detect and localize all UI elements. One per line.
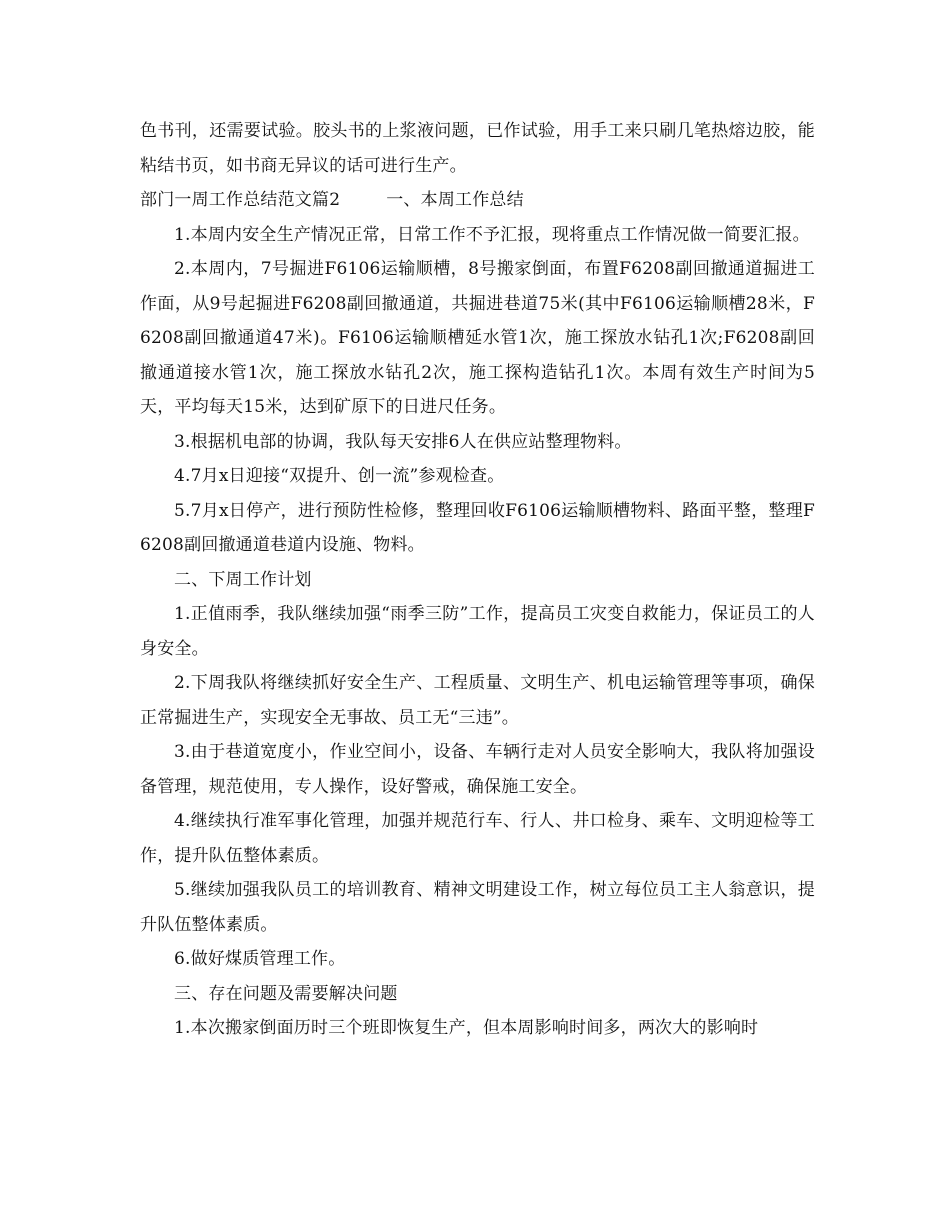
section-heading-3: 三、存在问题及需要解决问题 [174,983,398,1004]
article-title-line [140,183,815,218]
plan-item-5: 5.继续加强我队员工的培训教育、精神文明建设工作，树立每位员工主人翁意识，提升队伍整体素质。 [140,880,815,935]
paragraph-item-5: 5.7月x日停产，进行预防性检修，整理回收F6106运输顺槽物料、路面平整，整理F6208副回撤通道巷道内设施、物料。 [140,500,815,555]
document-body [140,114,815,1046]
paragraph-continuation: 色书刊，还需要试验。胶头书的上浆液问题，已作试验，用手工来只刷几笔热熔边胶，能粘结书页，如书商无异议的话可进行生产。 [140,121,815,176]
paragraph-item-2: 2.本周内，7号掘进F6106运输顺槽，8号搬家倒面，布置F6208副回撤通道掘进工作面，从9号起掘进F6208副回撤通道，共掘进巷道75米(其中F6106运输顺槽28米，F6208副回撤通道47米)。F6106运输顺槽延水管1次，施工探放水钻孔1次;F6208副回撤通道接水管1次，施工探放水钻孔2次，施工探构造钻孔1次。本周有效生产时间为5天，平均每天15米，达到矿原下的日进尺任务。 [140,259,815,417]
section-heading-1: 一、本周工作总结 [386,190,524,210]
paragraph-item-1: 1.本周内安全生产情况正常，日常工作不予汇报，现将重点工作情况做一简要汇报。 [174,224,810,245]
issue-item-1: 1.本次搬家倒面历时三个班即恢复生产，但本周影响时间多，两次大的影响时 [174,1018,759,1038]
paragraph-item-4: 4.7月x日迎接“双提升、创一流”参观检查。 [174,466,505,486]
plan-item-3: 3.由于巷道宽度小，作业空间小，设备、车辆行走对人员安全影响大，我队将加强设备管理，规范使用，专人操作，设好警戒，确保施工安全。 [140,742,815,797]
article-title: 部门一周工作总结范文篇2 [140,190,341,210]
plan-item-6: 6.做好煤质管理工作。 [174,949,346,969]
plan-item-4: 4.继续执行准军事化管理，加强并规范行车、行人、井口检身、乘车、文明迎检等工作，提升队伍整体素质。 [140,811,815,866]
section-heading-2: 二、下周工作计划 [174,569,312,590]
plan-item-1: 1.正值雨季，我队继续加强“雨季三防”工作，提高员工灾变自救能力，保证员工的人身安全。 [140,604,815,659]
paragraph-item-3: 3.根据机电部的协调，我队每天安排6人在供应站整理物料。 [174,431,632,452]
plan-item-2: 2.下周我队将继续抓好安全生产、工程质量、文明生产、机电运输管理等事项，确保正常掘进生产，实现安全无事故、员工无“三违”。 [140,673,815,728]
